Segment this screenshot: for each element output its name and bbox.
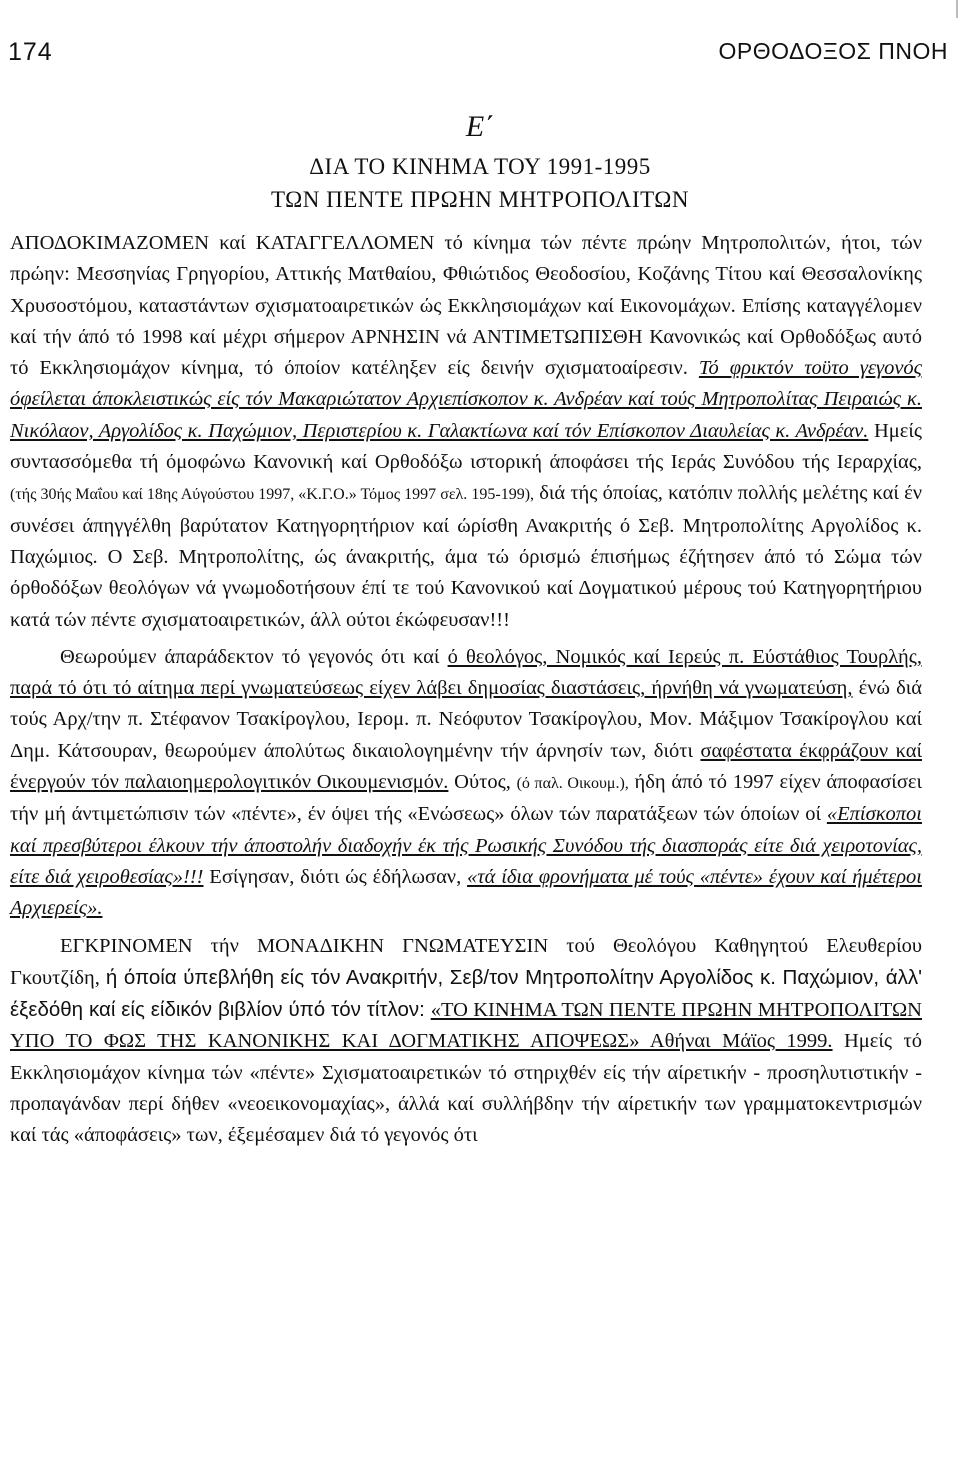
text-run: Θεωρούμεν άπαράδεκτον τό γεγονός ότι καί: [60, 645, 448, 668]
text-run-sans: ή όποία ύπεβλήθη είς τόν Ανακριτήν, Σεβ/τον Μητροπολίτην Αργολίδος κ. Παχώμιον, άλλ' έξεδόθη καί είς είδικόν βιβλίον ύπό τόν τίτλον:: [10, 965, 922, 1022]
text-run: ήδη άπό τό 1997 είχεν άποφασίσει τήν μή άντιμετώπισιν τών «πέντε», έν όψει τής «Ενώσεως» όλων τών παρατάξεων τών όποίων οί: [10, 771, 923, 826]
page-header: [0, 38, 960, 78]
running-title: ΟΡΘΟΔΟΞΟΣ ΠΝΟΗ: [718, 38, 948, 64]
paragraph-3: [10, 931, 922, 1152]
text-run: ΑΠΟΔΟΚΙΜΑΖΟΜΕΝ καί ΚΑΤΑΓΓΕΛΛΟΜΕΝ τό κίνημα τών πέντε πρώην Μητροπολιτών, ήτοι, τών πρώην: Μεσσηνίας Γρηγορίου, Αττικής Ματθαίου, Φθιώτιδος Θεοδοσίου, Κοζάνης Τίτου καί Θεσσαλονίκης Χρυσοστόμου, καταστάντων σχισματοαιρετικών ώς Εκκλησιομάχων καί Εικονομάχων. Επίσης καταγγέλομεν καί τήν άπό τό 1998 καί μέχρι σήμερον ΑΡΝΗΣΙΝ νά ΑΝΤΙΜΕΤΩΠΙΣΘΗ Κανονικώς καί Ορθοδόξως αυτό τό Εκκλησιομάχον κίνημα, τό όποίον κατέληξεν είς δεινήν σχισματοαίρεσιν.: [10, 232, 922, 380]
section-letter: Ε΄: [465, 110, 495, 143]
text-run: Ούτος,: [448, 771, 517, 794]
underlined-text: ό θεολόγος, Νομικός καί Ιερεύς π. Εύστάθιος Τουρλής, παρά τό ότι τό αίτημα περί γνωματεύσεως είχεν λάβει δημοσίας διαστάσεις, ήρνήθη νά γνωματεύση,: [10, 645, 922, 700]
underlined-text: Τό φρικτόν τοϋτο γεγονός όφείλεται άποκλειστικώς είς τόν Μακαριώτατον Αρχιεπίσκοπον κ. Ανδρέαν καί τούς Μητροπολίτας Πειραιώς κ. Νικόλαον, Αργολίδος κ. Παχώμιον, Περιστερίου κ. Γαλακτίωνα καί τόν Επίσκοπον Διαυλείας κ. Ανδρέαν.: [10, 357, 922, 442]
citation-text: (ό παλ. Οικουμ.),: [516, 775, 629, 793]
body-text: [10, 228, 922, 1152]
quoted-underlined-text: «τά ίδια φρονήματα μέ τούς «πέντε» έχουν καί ήμέτεροι Αρχιερείς».: [10, 865, 922, 920]
citation-text: (τής 30ής Μαΐου καί 18ης Αύγούστου 1997, «Κ.Γ.Ο.» Τόμος 1997 σελ. 195-199),: [10, 486, 535, 504]
scan-mark: [956, 0, 958, 18]
paragraph-2: [10, 642, 922, 925]
text-run: ΕΓΚΡΙΝΟΜΕΝ τήν ΜΟΝΑΔΙΚΗΝ ΓΝΩΜΑΤΕΥΣΙΝ τού Θεολόγου Καθηγητού Ελευθερίου Γκουτζίδη,: [10, 934, 922, 989]
section-title-line-1: ΔΙΑ ΤΟ ΚΙΝΗΜΑ ΤΟΥ 1991-1995: [309, 154, 651, 179]
underlined-book-title: «ΤΟ ΚΙΝΗΜΑ ΤΩΝ ΠΕΝΤΕ ΠΡΩΗΝ ΜΗΤΡΟΠΟΛΙΤΩΝ ΥΠΟ ΤΟ ΦΩΣ ΤΗΣ ΚΑΝΟΝΙΚΗΣ ΚΑΙ ΔΟΓΜΑΤΙΚΗΣ ΑΠΟΨΕΩΣ» Αθήναι Μάϊος 1999.: [10, 999, 922, 1053]
text-run: Εσίγησαν, διότι ώς έδήλωσαν,: [203, 865, 468, 888]
underlined-text: σαφέστατα έκφράζουν καί ένεργούν τόν παλαιοημερολογιτικόν Οικουμενισμόν.: [10, 739, 923, 794]
text-run: διά τής όποίας, κατόπιν πολλής μελέτης καί έν συνέσει άπηγγέλθη βαρύτατον Κατηγορητήριον καί ώρίσθη Ανακριτής ό Σεβ. Μητροπολίτης Αργολίδος κ. Παχώμιος. Ο Σεβ. Μητροπολίτης, ώς άνακριτής, άμα τώ όρισμώ έπισήμως έζήτησεν άπό τό Σώμα τών όρθοδόξων θεολόγων νά γνωμοδοτήσουν έπί τε τού Κανονικού καί Δογματικού μέρους τού Κατηγορητήριου κατά τών πέντε σχισματοαιρετικών, άλλ ούτοι έκώφευσαν!!!: [10, 482, 923, 631]
page-number: 174: [8, 38, 53, 66]
section-title-line-2: ΤΩΝ ΠΕΝΤΕ ΠΡΩΗΝ ΜΗΤΡΟΠΟΛΙΤΩΝ: [271, 187, 689, 212]
paragraph-1: [10, 228, 922, 636]
text-run: ένώ διά τούς Αρχ/την π. Στέφανον Τσακίρογλου, Ιερομ. π. Νεόφυτον Τσακίρογλου, Μον. Μάξιμον Τσακίρογλου καί Δημ. Κάτσουραν, θεωρούμεν άπολύτως δικαιολογημένην τήν άρνησίν των, διότι: [10, 677, 922, 762]
text-run: Ημείς τό Εκκλησιομάχον κίνημα τών «πέντε» Σχισματοαιρετικών τό στηριχθέν είς τήν αίρετικήν - προσηλυτιστικήν - προπαγάνδαν περί δήθεν «νεοεικονομαχίας», άλλά καί συλλήβδην τήν αίρετικήν των γραμματοκεντρισμών καί τάς «άποφάσεις» των, έξεμέσαμεν διά τό γεγονός ότι: [10, 1030, 922, 1147]
text-run: Ημείς συντασσόμεθα τή όμοφώνω Κανονική καί Ορθοδόξω ιστορική άποφάσει τής Ιεράς Συνόδου τής Ιεραρχίας,: [10, 419, 922, 474]
quoted-underlined-text: «Επίσκοποι καί πρεσβύτεροι έλκουν τήν άποστολήν διαδοχήν έκ τής Ρωσικής Συνόδου τής διασποράς είτε διά χειροτονίας, είτε διά χειροθεσίας»!!!: [10, 803, 922, 888]
